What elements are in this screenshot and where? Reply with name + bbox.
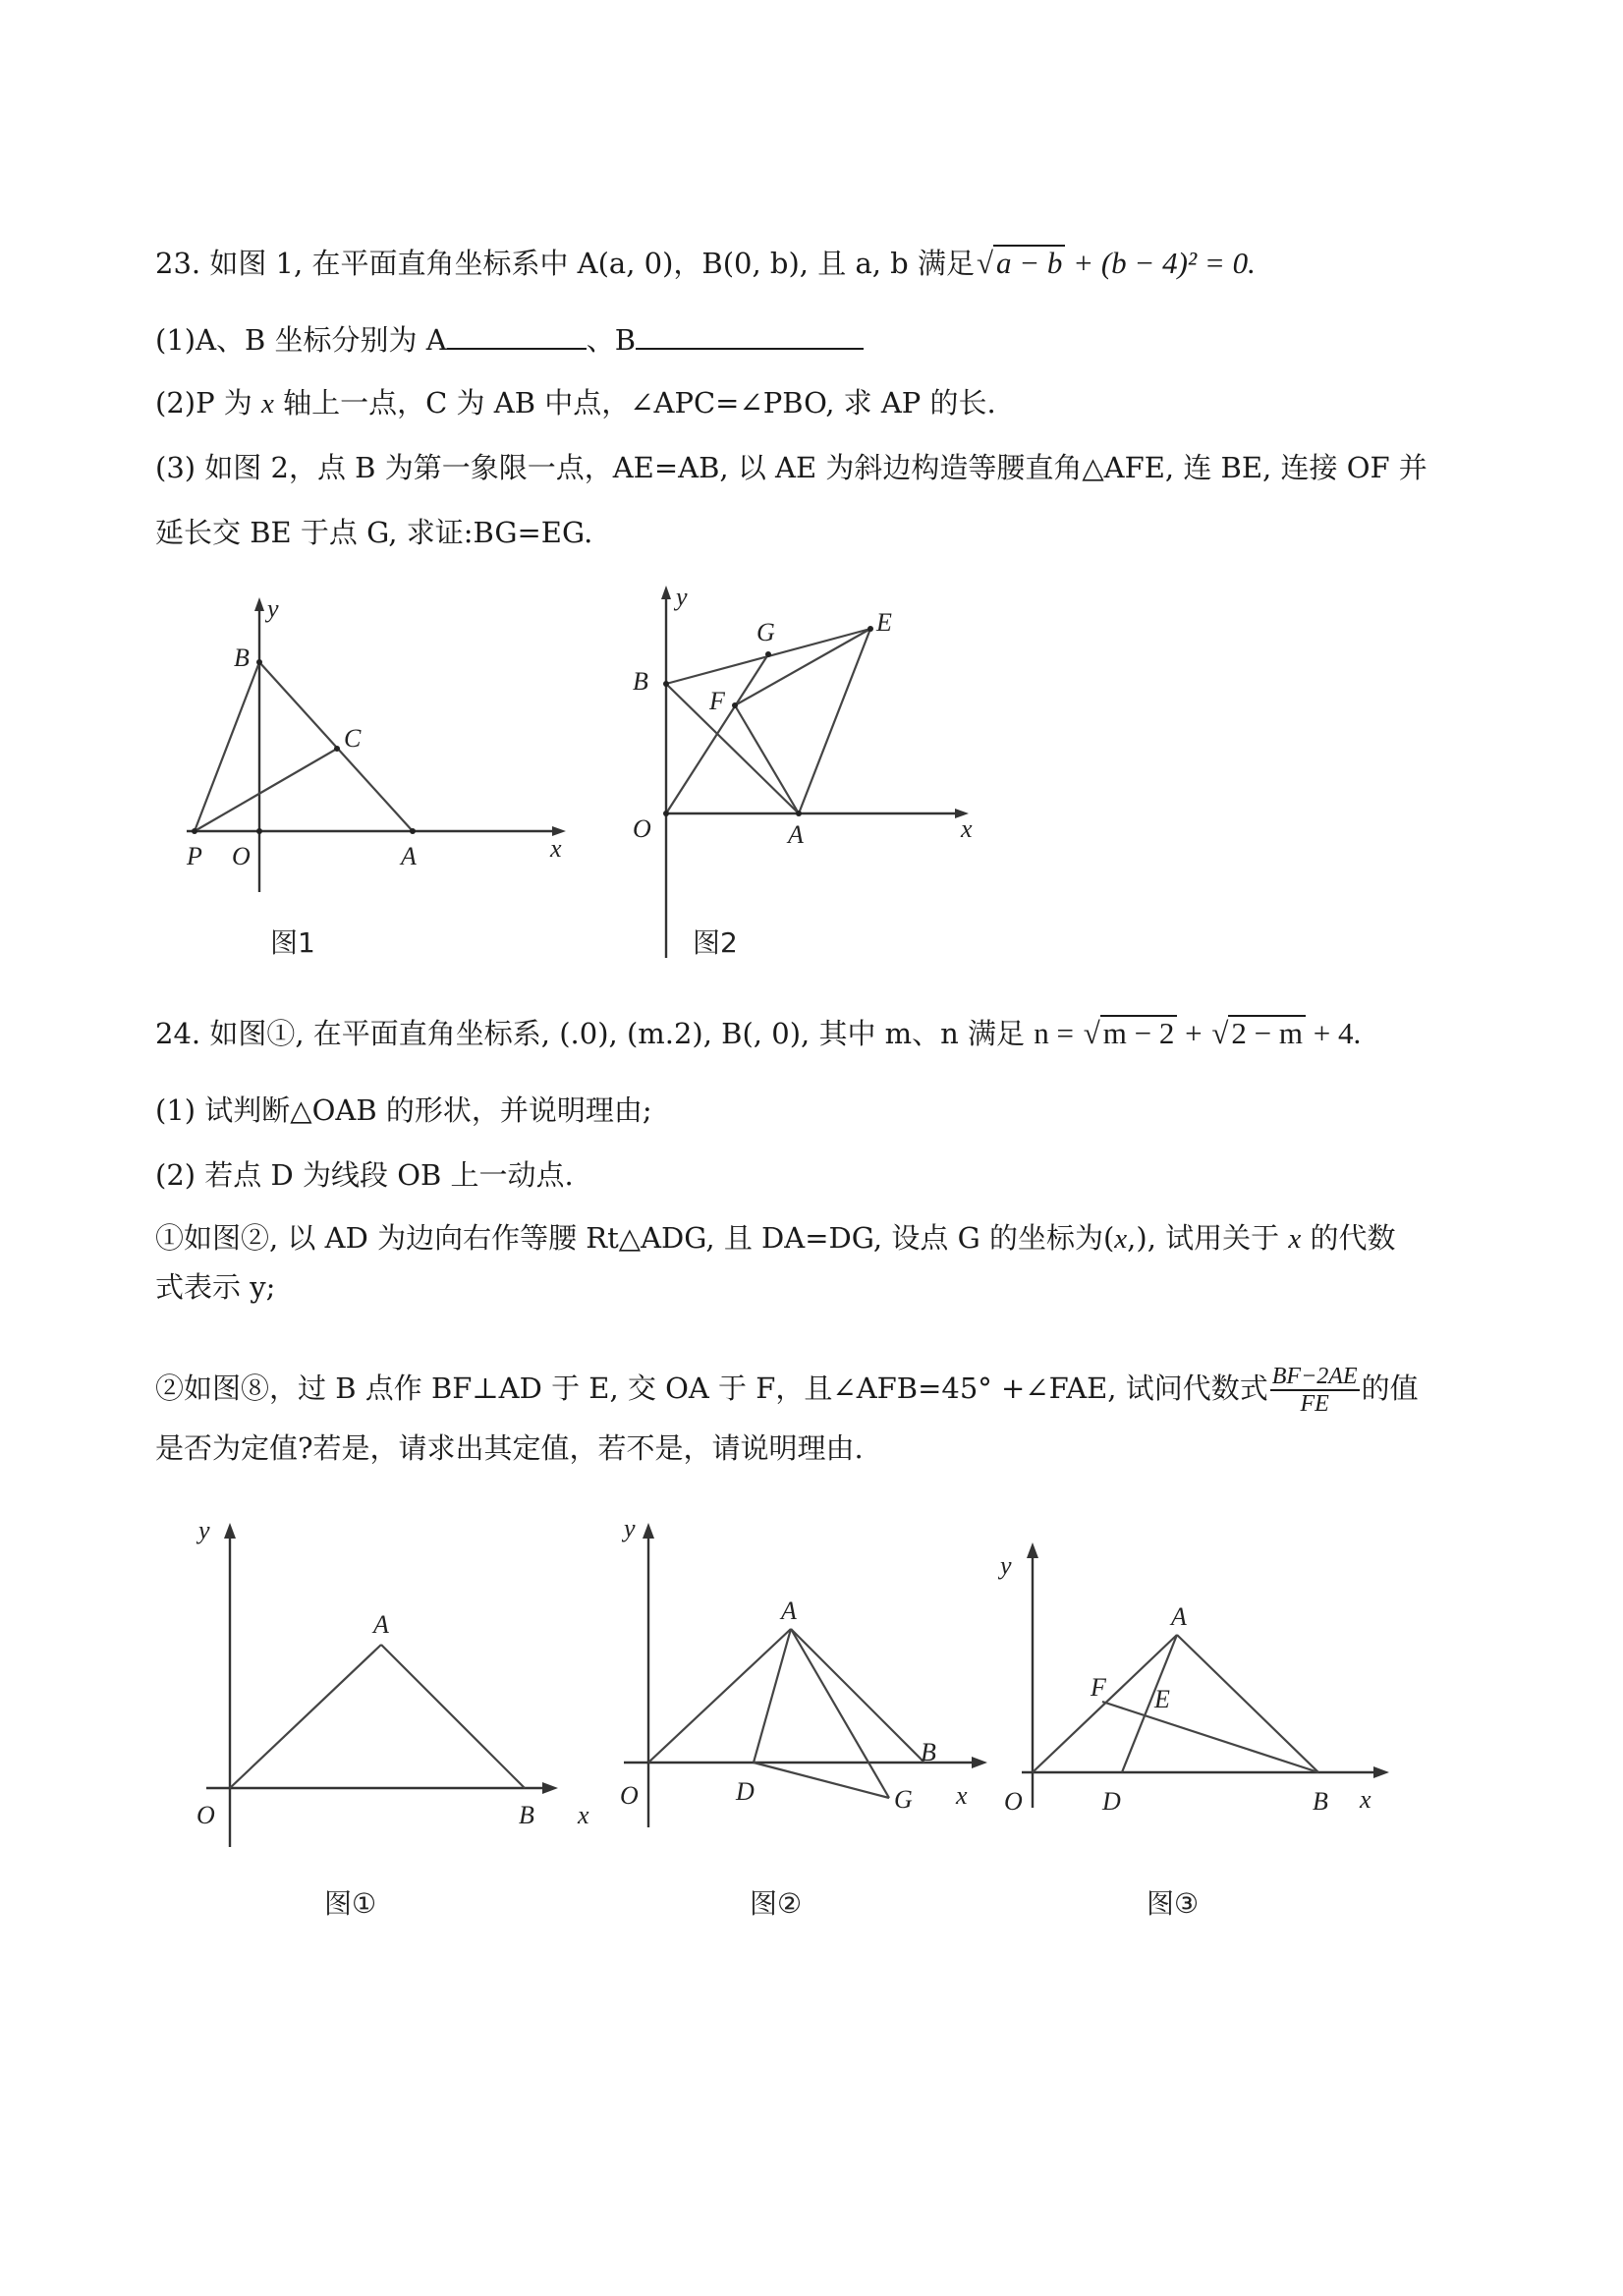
q23-part3-line1: (3) 如图 2，点 B 为第一象限一点，AE=AB, 以 AE 为斜边构造等腰直角△AFE, 连 BE, 连接 OF 并	[155, 451, 1427, 484]
fig2-label-y: y	[676, 583, 688, 611]
figC-label-b: B	[1313, 1787, 1328, 1816]
fig1-point-o	[256, 828, 262, 834]
figC-segment-fb	[1102, 1702, 1318, 1772]
fig2-label-o: O	[633, 814, 651, 843]
figB-segment-dg	[754, 1763, 889, 1798]
q23-equation	[975, 246, 1256, 280]
fig2-point-e	[867, 626, 873, 632]
q24-sub1-pre: ①如图②, 以 AD 为边向右作等腰 Rt△ADG, 且 DA=DG, 设点 G 的坐标为(	[155, 1221, 1115, 1255]
fig2-point-o	[663, 811, 669, 816]
figB-segment-ad	[754, 1629, 791, 1763]
q24-sub1-x: x	[1114, 1223, 1128, 1255]
figC-label-y: y	[1000, 1551, 1012, 1580]
figA-label-b: B	[519, 1801, 534, 1829]
q24-equation	[1034, 1016, 1361, 1050]
q24-sub1-line2: 式表示 y;	[155, 1270, 276, 1304]
fig2-segment-ae	[799, 629, 870, 813]
figA-caption: 图①	[324, 1887, 377, 1920]
figB-label-o: O	[620, 1781, 639, 1810]
fig1-label-p: P	[187, 842, 202, 870]
figA-x-arrow	[542, 1782, 558, 1794]
figC-label-d: D	[1102, 1787, 1121, 1816]
fig1-y-arrow	[254, 597, 264, 611]
q24-sub1-post: 的代数	[1301, 1221, 1396, 1255]
fig2-label-g: G	[756, 618, 775, 646]
fig2-point-g	[765, 651, 771, 657]
fig2-label-a: A	[788, 820, 804, 849]
figB-label-a: A	[781, 1596, 797, 1625]
figB-y-arrow	[643, 1523, 654, 1539]
figure-circle-2	[604, 1513, 1017, 1847]
q23-sqrt: √a − b	[975, 244, 1065, 283]
q24-sub2-line1	[155, 1364, 1419, 1417]
figB-label-g: G	[894, 1785, 913, 1814]
figC-y-arrow	[1027, 1542, 1038, 1558]
figA-label-a: A	[373, 1610, 389, 1639]
fig2-caption: 图2	[693, 926, 738, 959]
fig2-label-f: F	[709, 687, 725, 715]
q23-part2	[155, 383, 996, 423]
q24-sub1-line1	[155, 1218, 1395, 1259]
figC-segment-ab	[1177, 1635, 1318, 1772]
fig1-label-c: C	[344, 724, 362, 753]
answer-blank-a[interactable]	[447, 322, 587, 350]
fig1-label-b: B	[234, 644, 250, 672]
figB-label-x: x	[956, 1781, 968, 1810]
q24-sub1-x2: x	[1288, 1223, 1302, 1255]
figC-label-o: O	[1004, 1787, 1023, 1816]
figure-2	[619, 580, 1012, 963]
q24-stem	[155, 1014, 1361, 1053]
figB-caption: 图②	[750, 1887, 803, 1920]
figB-label-y: y	[624, 1514, 636, 1542]
q23-part1-mid: 、B	[586, 323, 637, 357]
fig2-segment-ba	[666, 684, 799, 813]
fig2-y-arrow	[661, 586, 671, 599]
figB-label-d: D	[736, 1777, 755, 1806]
q23-stem-text: 23. 如图 1, 在平面直角坐标系中 A(a, 0)，B(0, b), 且 a, b 满足	[155, 247, 975, 280]
fig1-point-p	[192, 828, 197, 834]
q24-fraction-numerator: BF−2AE	[1271, 1364, 1358, 1389]
q23-part1-text: (1)A、B 坐标分别为 A	[155, 323, 447, 357]
figB-label-b: B	[921, 1738, 936, 1766]
fig1-label-o: O	[232, 842, 251, 870]
fig2-segment-fe	[735, 629, 870, 705]
q24-eq-end: + 4.	[1306, 1016, 1362, 1050]
q23-part2-x: x	[261, 388, 274, 420]
fig1-label-y: y	[267, 594, 279, 623]
q24-eq-plus: +	[1177, 1016, 1210, 1050]
figC-label-a: A	[1171, 1602, 1187, 1631]
q24-sub2-line2: 是否为定值?若是，请求出其定值，若不是，请说明理由.	[155, 1431, 864, 1465]
figA-segment-oa	[230, 1645, 381, 1788]
figA-label-y: y	[198, 1516, 210, 1544]
q24-sub1-mid: ,), 试用关于	[1127, 1221, 1289, 1255]
q24-fraction	[1270, 1364, 1360, 1417]
figC-x-arrow	[1373, 1766, 1389, 1778]
figure-1	[177, 589, 589, 973]
fig1-segment-pb	[195, 662, 259, 831]
fig1-segment-pc	[195, 749, 337, 831]
q23-part2-pre: (2)P 为	[155, 386, 262, 420]
figB-segment-oa	[648, 1629, 791, 1763]
fig1-point-c	[334, 746, 340, 752]
figA-y-arrow	[224, 1523, 236, 1539]
figA-label-o: O	[196, 1801, 215, 1829]
q24-radicand1: m − 2	[1100, 1015, 1178, 1050]
q24-fraction-denominator: FE	[1300, 1391, 1329, 1417]
q23-eq-rest: + (b − 4)² = 0.	[1065, 246, 1256, 280]
q24-part1: (1) 试判断△OAB 的形状，并说明理由;	[155, 1093, 652, 1127]
figC-label-x: x	[1360, 1785, 1371, 1814]
answer-blank-b[interactable]	[636, 322, 864, 350]
q24-radicand2: 2 − m	[1228, 1015, 1306, 1050]
figC-label-e: E	[1154, 1685, 1170, 1713]
q24-sqrt2: √2 − m	[1209, 1014, 1306, 1053]
q24-stem-text: 24. 如图①, 在平面直角坐标系, (.0), (m.2), B(, 0), 其中 m、n 满足	[155, 1017, 1035, 1050]
fig1-label-x: x	[550, 834, 562, 863]
figC-caption: 图③	[1147, 1887, 1200, 1920]
figC-label-f: F	[1091, 1673, 1106, 1702]
fig2-label-e: E	[876, 608, 892, 637]
fig2-label-b: B	[633, 667, 648, 696]
q23-stem	[155, 244, 1256, 283]
fig2-point-a	[796, 811, 802, 816]
q24-sub2-post: 的值	[1361, 1372, 1419, 1405]
fig2-label-x: x	[961, 814, 973, 843]
q23-part1	[155, 320, 864, 360]
q24-sqrt1: √m − 2	[1082, 1014, 1178, 1053]
figB-x-arrow	[972, 1757, 987, 1768]
fig2-point-f	[732, 702, 738, 708]
q23-radicand: a − b	[993, 245, 1065, 280]
fig1-label-a: A	[401, 842, 417, 870]
figure-circle-3	[992, 1533, 1415, 1847]
q24-eq-n: n =	[1034, 1016, 1082, 1050]
q24-sub2-pre: ②如图⑧，过 B 点作 BF⊥AD 于 E, 交 OA 于 F，且∠AFB=45° +∠FAE, 试问代数式	[155, 1372, 1268, 1405]
q23-part3-line2: 延长交 BE 于点 G, 求证:BG=EG.	[155, 516, 593, 549]
figA-segment-ab	[381, 1645, 525, 1788]
figA-label-x: x	[578, 1801, 589, 1829]
fig1-point-a	[410, 828, 416, 834]
q23-part2-post: 轴上一点，C 为 AB 中点，∠APC=∠PBO, 求 AP 的长.	[273, 386, 996, 420]
q24-part2: (2) 若点 D 为线段 OB 上一动点.	[155, 1158, 574, 1192]
fig1-caption: 图1	[270, 926, 315, 959]
fig1-point-b	[256, 659, 262, 665]
fig2-point-b	[663, 681, 669, 687]
figure-circle-1	[187, 1513, 619, 1867]
